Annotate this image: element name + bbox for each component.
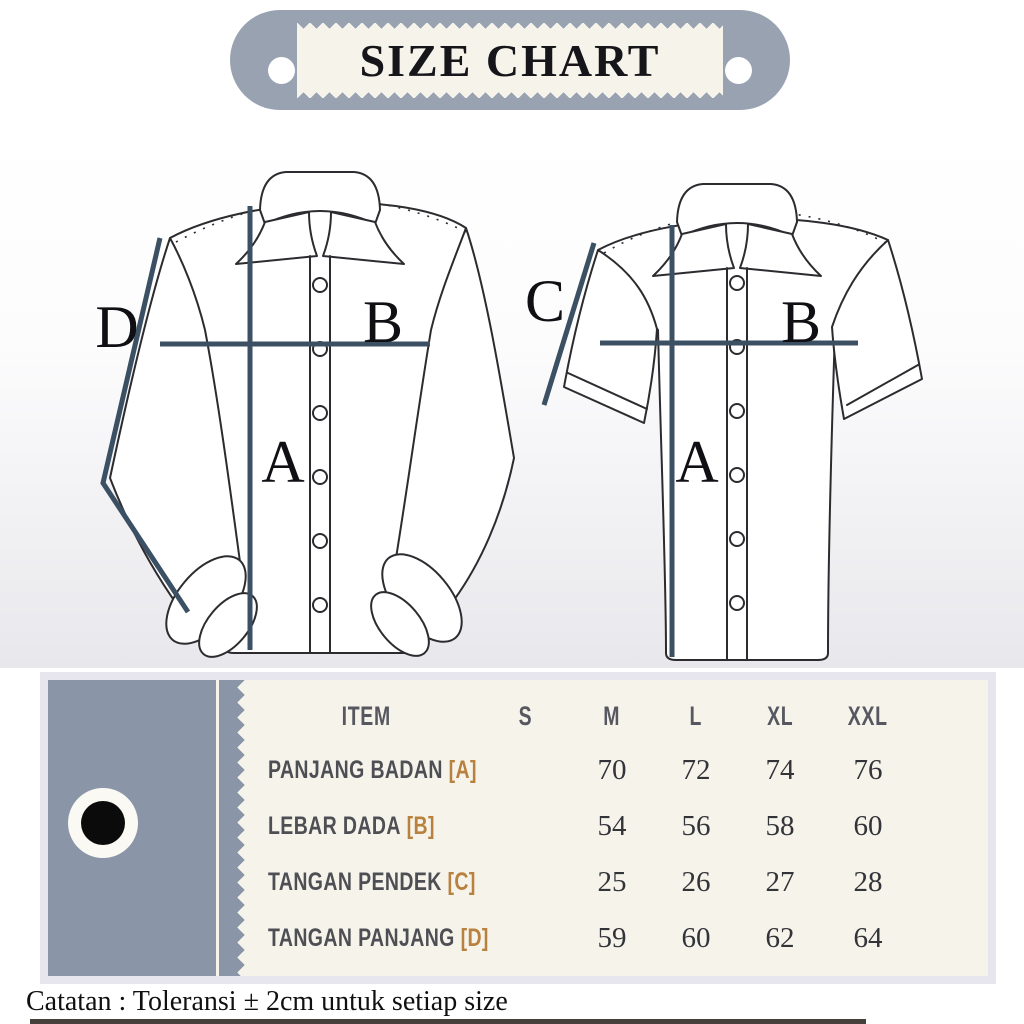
dimension-label-c: C [524, 268, 566, 334]
cell-panjang-badan-l: 72 [681, 753, 711, 786]
dimension-label-a-long: A [261, 429, 305, 495]
cut-off-text-strip [30, 1019, 866, 1024]
table-surface [234, 680, 988, 976]
cell-tangan-pendek-l: 26 [681, 865, 711, 898]
column-header-s: S [519, 700, 533, 731]
cell-panjang-badan-xl: 74 [765, 753, 795, 786]
row-label-tangan-pendek: TANGAN PENDEK [C] [268, 867, 476, 896]
cell-panjang-badan-xxl: 76 [853, 753, 883, 786]
banner-hole-right-icon [725, 57, 752, 84]
size-table-panel [40, 672, 996, 984]
banner-hole-left-icon [268, 57, 295, 84]
cell-tangan-panjang-xl: 62 [765, 921, 795, 954]
cell-lebar-dada-xxl: 60 [853, 809, 883, 842]
column-header-item: ITEM [341, 700, 391, 731]
tag-eyelet-icon [68, 788, 138, 858]
cell-tangan-pendek-m: 25 [597, 865, 627, 898]
cell-tangan-pendek-xxl: 28 [853, 865, 883, 898]
dimension-label-b-long: B [362, 289, 404, 355]
cell-tangan-panjang-m: 59 [597, 921, 627, 954]
title-banner [230, 10, 790, 110]
cell-lebar-dada-l: 56 [681, 809, 711, 842]
long-sleeve-shirt-diagram [78, 148, 543, 673]
cell-panjang-badan-m: 70 [597, 753, 627, 786]
cell-tangan-pendek-xl: 27 [765, 865, 795, 898]
cell-tangan-panjang-xxl: 64 [853, 921, 883, 954]
hang-tag [48, 680, 234, 976]
size-table [250, 690, 914, 966]
dimension-label-d: D [95, 294, 139, 360]
column-header-xl: XL [766, 700, 794, 731]
tolerance-note: Catatan : Toleransi ± 2cm untuk setiap size [26, 986, 508, 1017]
dimension-label-a-short: A [675, 429, 719, 495]
short-sleeve-shirt-diagram [528, 163, 983, 668]
tag-zigzag-edge [234, 680, 249, 976]
tag-eyelet-dot-icon [81, 801, 125, 845]
dimension-label-b-short: B [780, 289, 822, 355]
cell-lebar-dada-m: 54 [597, 809, 627, 842]
row-label-panjang-badan: PANJANG BADAN [A] [268, 755, 477, 784]
page-title: SIZE CHART [359, 35, 661, 86]
banner-zigzag-label [297, 30, 723, 91]
cell-tangan-panjang-l: 60 [681, 921, 711, 954]
column-header-m: M [603, 700, 621, 731]
tag-divider-line [216, 680, 219, 976]
row-label-tangan-panjang: TANGAN PANJANG [D] [268, 923, 489, 952]
row-label-lebar-dada: LEBAR DADA [B] [268, 811, 435, 840]
column-header-l: L [689, 700, 703, 731]
cell-lebar-dada-xl: 58 [765, 809, 795, 842]
column-header-xxl: XXL [848, 700, 888, 731]
